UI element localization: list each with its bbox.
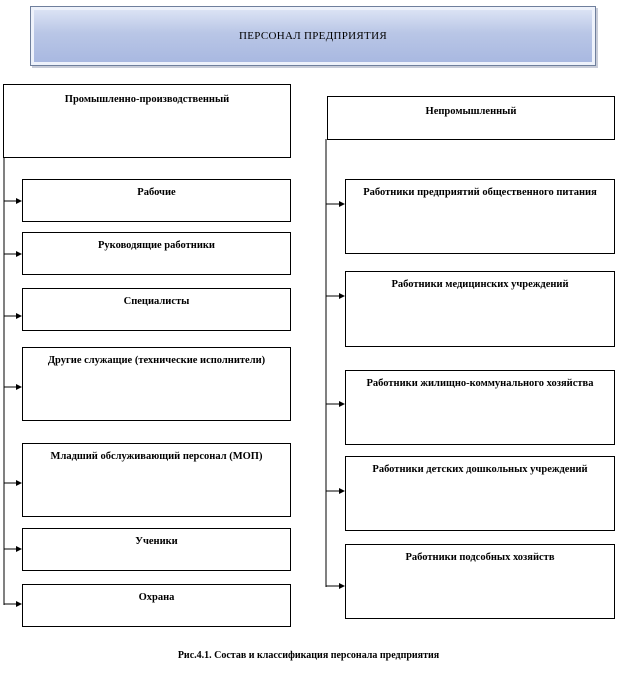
figure-caption: Рис.4.1. Состав и классификация персонала предприятия: [177, 650, 440, 661]
left-item-other-employees: Другие служащие (технические исполнители): [22, 347, 291, 421]
right-item-housing: Работники жилищно-коммунального хозяйства: [345, 370, 615, 445]
left-item-junior-staff: Младший обслуживающий персонал (МОП): [22, 443, 291, 517]
right-header: Непромышленный: [327, 96, 615, 140]
left-header: Промышленно-производственный: [3, 84, 291, 158]
left-item-specialists: Специалисты: [22, 288, 291, 331]
right-item-medical: Работники медицинских учреждений: [345, 271, 615, 347]
left-item-apprentices: Ученики: [22, 528, 291, 571]
right-item-subsidiary: Работники подсобных хозяйств: [345, 544, 615, 619]
left-item-security: Охрана: [22, 584, 291, 627]
left-item-managers: Руководящие работники: [22, 232, 291, 275]
diagram-title: ПЕРСОНАЛ ПРЕДПРИЯТИЯ: [30, 6, 596, 66]
left-item-workers: Рабочие: [22, 179, 291, 222]
right-item-catering: Работники предприятий общественного питания: [345, 179, 615, 254]
right-item-preschool: Работники детских дошкольных учреждений: [345, 456, 615, 531]
